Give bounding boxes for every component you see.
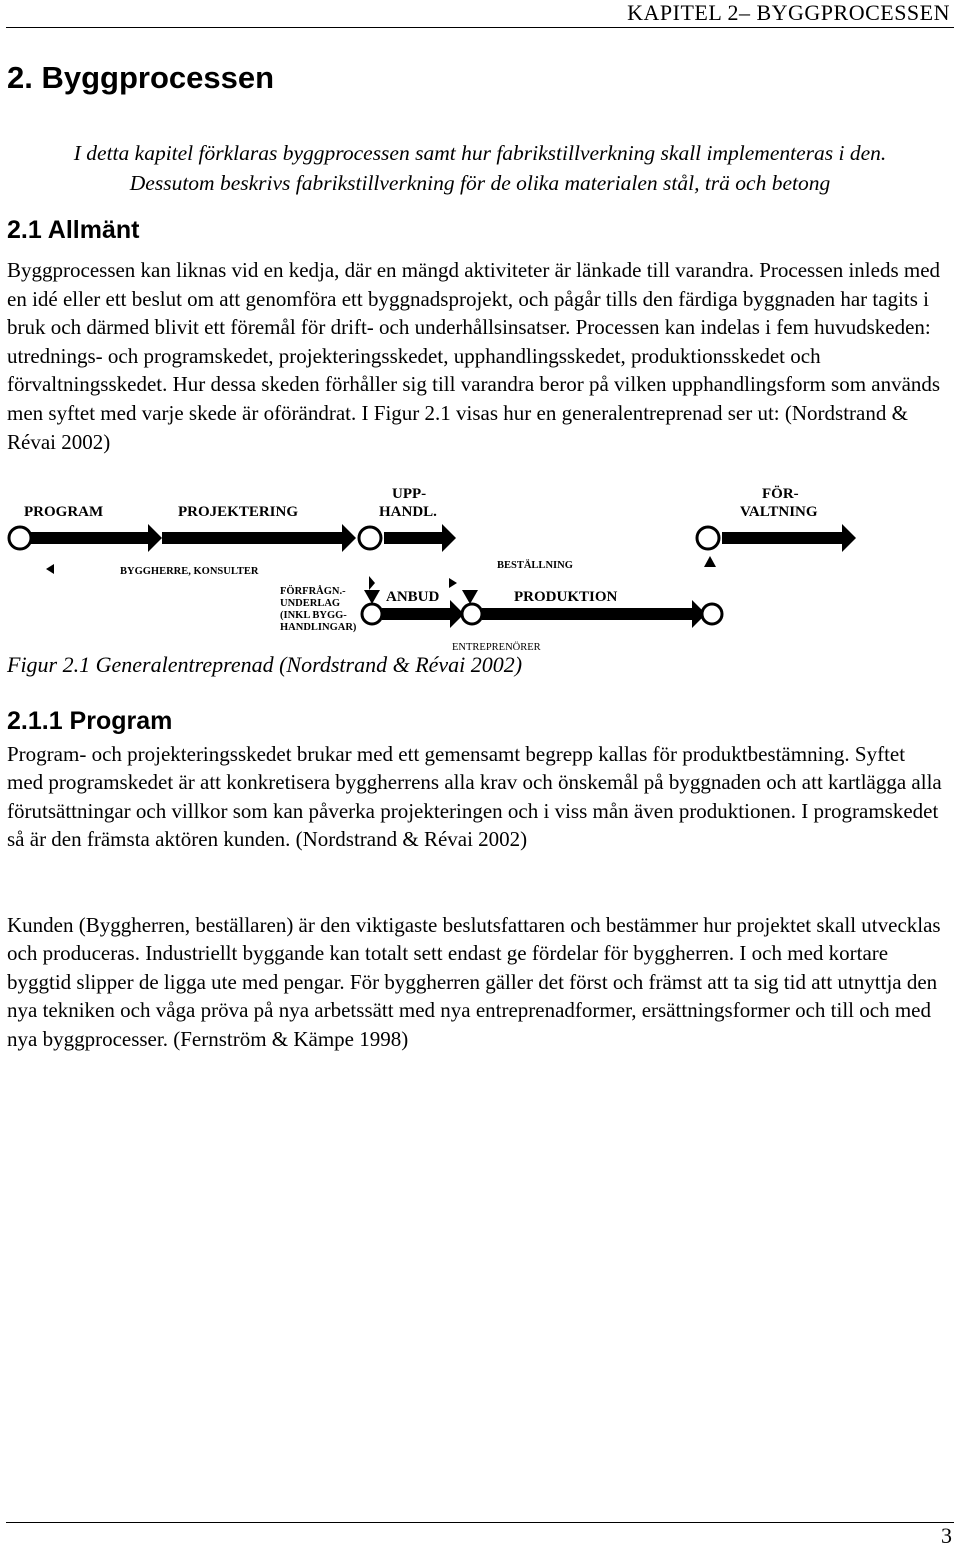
section-2-1-1-paragraph-2: Kunden (Byggherren, beställaren) är den viktigaste beslutsfattaren och bestämmer hur projektet skall utvecklas och produceras. Industriellt byggande kan totalt sett endast ge fördelar för byggherren. I och med kortare byggtid slipper de ligga ute med pengar. För byggherren gäller det först och främst att ta sig tid att utnyttja den nya tekniken och våga pröva på nya arbetssätt med nya entreprenadformer, ersättningsformer och till och med nya byggprocesser. (Fernström & Kämpe 1998) bbox=[7, 913, 941, 1051]
label-byggherre: BYGGHERRE, KONSULTER bbox=[120, 566, 259, 577]
intro-line-2: Dessutom beskrivs fabrikstillverkning för de olika materialen stål, trä och betong bbox=[129, 171, 831, 195]
bestallning-down-triangle bbox=[462, 590, 478, 604]
anbud-bar bbox=[382, 608, 450, 620]
produktion-bar bbox=[482, 608, 692, 620]
marker-triangle bbox=[704, 556, 716, 567]
upphandling-arrowhead bbox=[442, 524, 456, 552]
marker-triangle bbox=[369, 576, 375, 590]
label-entreprenorer: ENTREPRENÖRER bbox=[452, 642, 541, 650]
label-forvaltning-2: VALTNING bbox=[740, 504, 818, 520]
chapter-title: 2. Byggprocessen bbox=[7, 60, 275, 95]
milestone-circle bbox=[9, 527, 31, 549]
section-2-1-1-paragraph-1: Program- och projekteringsskedet brukar med ett gemensamt begrepp kallas för produktbestämning. Syftet med programskedet är att konkretisera byggherrens alla krav och önskemål på byggnaden och att kartlägga alla förutsättningar och villkor som kan påverka projekteringen och i viss mån även produktionen. I programskedet så är den främsta aktören kunden. (Nordstrand & Révai 2002) bbox=[7, 742, 942, 852]
marker-triangle bbox=[449, 578, 457, 588]
milestone-circle bbox=[359, 527, 381, 549]
footer-rule bbox=[6, 1522, 954, 1523]
milestone-circle bbox=[462, 604, 482, 624]
process-figure bbox=[0, 480, 960, 650]
page-number: 3 bbox=[941, 1523, 952, 1548]
label-forfragn-4: HANDLINGAR) bbox=[280, 622, 357, 633]
marker-triangle bbox=[46, 564, 54, 574]
forvaltning-bar bbox=[722, 532, 842, 544]
program-arrowhead bbox=[148, 524, 162, 552]
milestone-circle bbox=[697, 527, 719, 549]
header-rule bbox=[6, 27, 954, 28]
figure-caption: Figur 2.1 Generalentreprenad (Nordstrand & Révai 2002) bbox=[7, 652, 523, 677]
label-projektering: PROJEKTERING bbox=[178, 504, 299, 520]
chapter-intro bbox=[0, 138, 960, 198]
label-forvaltning-1: FÖR- bbox=[762, 486, 799, 502]
label-forfragn-1: FÖRFRÅGN.- bbox=[280, 586, 346, 597]
section-heading-2-1: 2.1 Allmänt bbox=[7, 216, 140, 244]
label-anbud: ANBUD bbox=[386, 589, 440, 605]
section-heading-2-1-1: 2.1.1 Program bbox=[7, 707, 173, 735]
anbud-down-triangle bbox=[364, 590, 380, 604]
section-2-1-paragraph: Byggprocessen kan liknas vid en kedja, där en mängd aktiviteter är länkade till varandra. Processen inleds med en idé eller ett beslut om att genomföra ett byggnadsprojekt, och pågår tills den färdiga byggnaden har tagits i bruk och därmed blivit ett föremål för drift- och underhållsinsatser. Processen kan indelas i fem huvudskeden: utrednings- och programskedet, projekteringsskedet, upphandlingsskedet, produktionsskedet och förvaltningsskedet. Hur dessa skeden förhåller sig till varandra beror på vilken upphandlingsform som används men syftet med varje skede är oförändrat. I Figur 2.1 visas hur en generalentreprenad ser ut: (Nordstrand & Révai 2002) bbox=[7, 258, 941, 454]
label-program: PROGRAM bbox=[24, 504, 104, 520]
upphandling-bar bbox=[384, 532, 442, 544]
label-upphandl-1: UPP- bbox=[392, 486, 427, 502]
projektering-bar bbox=[162, 532, 342, 544]
program-bar bbox=[30, 532, 148, 544]
label-forfragn-3: (INKL BYGG- bbox=[280, 610, 347, 621]
intro-line-1: I detta kapitel förklaras byggprocessen samt hur fabrikstillverkning skall implementeras i den. bbox=[73, 141, 887, 165]
projektering-arrowhead bbox=[342, 524, 356, 552]
label-produktion: PRODUKTION bbox=[514, 589, 618, 605]
label-upphandl-2: HANDL. bbox=[379, 504, 437, 520]
running-header: KAPITEL 2– BYGGPROCESSEN bbox=[627, 0, 950, 25]
milestone-circle bbox=[702, 604, 722, 624]
milestone-circle bbox=[362, 604, 382, 624]
forvaltning-arrowhead bbox=[842, 524, 856, 552]
label-forfragn-2: UNDERLAG bbox=[280, 598, 341, 609]
label-bestallning: BESTÄLLNING bbox=[497, 560, 573, 571]
